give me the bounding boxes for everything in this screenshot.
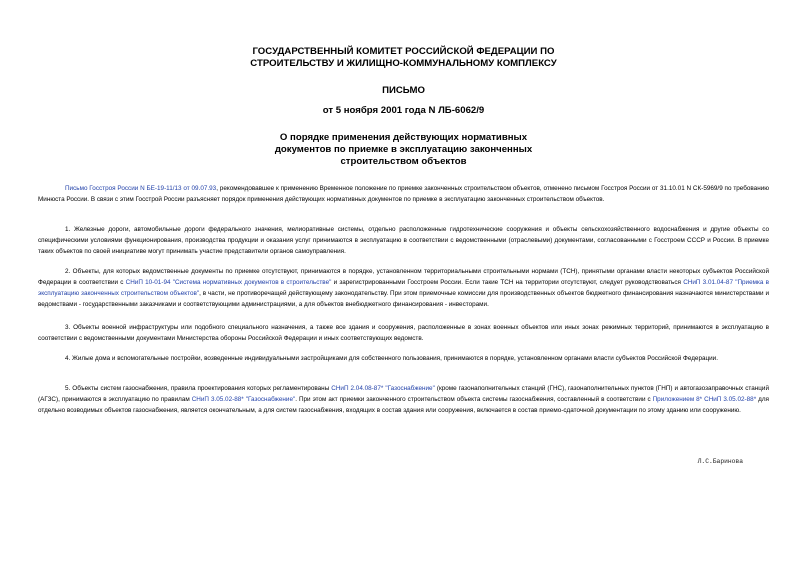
paragraph-5-text-d: для отдельно возводимых объектов газоснабжения, является окончательным, а для систем газоснабжения, входящих в состав здания или сооружения, включается в состав приемо-сдаточной документации по этому зданию или сооружению. [38,396,769,415]
document-date-number: от 5 ноября 2001 года N ЛБ-6062/9 [322,105,485,116]
appendix-8-link[interactable]: Приложением 8* СНиП 3.05.02-88* [652,396,757,404]
paragraph-1 [38,224,769,257]
paragraph-5-text-c: . При этом акт приемки законченного строительством объекта системы газоснабжения, составленный в соответствии с [295,396,653,404]
paragraph-2-text-c: , в части, не противоречащей действующему законодательству. При этом приемочные комиссии для производственных объектов бюджетного финансирования назначаются министерствами и ведомствами - государственными заказчиками и соответствующими администрациями, а для объектов внебюджетного финансирования - инвесторами. [38,290,769,309]
paragraph-3 [38,322,769,344]
snip-3-01-04-87-link[interactable]: СНиП 3.01.04-87 "Приемка в эксплуатацию законченных строительством объектов" [38,279,769,298]
signature: Л.С.Баринова [697,458,743,465]
subject-line-1: О порядке применения действующих нормативных [279,132,528,143]
snip-10-01-94-link[interactable]: СНиП 10-01-94 "Система нормативных документов в строительстве" [125,279,332,287]
document-subject [150,132,657,168]
subject-line-2: документов по приемке в эксплуатацию законченных [274,144,533,155]
paragraph-3-text: 3. Объекты военной инфраструктуры или подобного специального назначения, а также все здания и сооружения, расположенные в зонах военных объектов или иных зонах режимных территорий, принимаются в эксплуатацию в соответствии с ведомственными документами Министерства обороны Российской Федерации и иных соответствующих ведомств. [38,324,769,343]
intro-paragraph [38,183,769,205]
intro-text: , рекомендовавшее к применению Временное положение по приемке законченных строительством объектов, отменено письмом Госстроя России от 31.10.01 N СК-5969/9 по требованию Минюста России. В связи с этим Госстрой России разъясняет порядок применения действующих нормативных документов по приемке в эксплуатацию законченных строительством объектов. [38,185,770,204]
snip-3-05-02-88-link[interactable]: СНиП 3.05.02-88* "Газоснабжение" [191,396,296,404]
paragraph-4-text: 4. Жилые дома и вспомогательные постройки, возведенные индивидуальными застройщиками для собственного пользования, принимаются в порядке, установленном органами власти субъектов Российской Федерации. [65,355,718,362]
paragraph-5-text-a: 5. Объекты систем газоснабжения, правила проектирования которых регламентированы [65,385,332,392]
letter-be-19-11-13-link[interactable]: Письмо Госстроя России N БЕ-19-11/13 от 09.07.93 [65,185,217,192]
paragraph-5 [38,383,769,416]
paragraph-2-text-a: 2. Объекты, для которых ведомственные документы по приемке отсутствуют, принимаются в порядке, установленном территориальными строительными нормами (ТСН), принятыми органами власти некоторых субъектов Российской Федерации в соответствии с [38,268,769,287]
paragraph-1-text: 1. Железные дороги, автомобильные дороги федерального значения, мелиоративные системы, отдельно расположенные гидротехнические сооружения и объекты сельскохозяйственного водоснабжения и другие объекты со специфическими условиями функционирования, производства продукции и оказания услуг принимаются в эксплуатацию в соответствии с ведомственными (отраслевыми) документами, согласованными с Госстроем СССР и России. В приемке таких объектов по своей инициативе могут принимать участие представители органов самоуправления. [38,226,769,256]
paragraph-5-text-b: (кроме газонаполнительных станций (ГНС), газонаполнительных пунктов (ГНП) и автогазозаправочных станций (АГЗС), принимаются в эксплуатацию по правилам [38,385,769,404]
paragraph-4 [38,353,769,364]
org-line-2: СТРОИТЕЛЬСТВУ И ЖИЛИЩНО-КОММУНАЛЬНОМУ КОМПЛЕКСУ [250,58,557,69]
org-line-1: ГОСУДАРСТВЕННЫЙ КОМИТЕТ РОССИЙСКОЙ ФЕДЕРАЦИИ ПО [252,46,555,57]
paragraph-2-text-b: и зарегистрированными Госстроем России. Если такие ТСН на территории отсутствуют, следует руководствоваться [331,279,684,287]
issuing-organization [150,46,657,70]
paragraph-2 [38,266,769,310]
document-type: ПИСЬМО [382,85,425,96]
subject-line-3: строительством объектов [340,156,467,167]
snip-2-04-08-87-link[interactable]: СНиП 2.04.08-87* "Газоснабжение" [331,385,435,392]
